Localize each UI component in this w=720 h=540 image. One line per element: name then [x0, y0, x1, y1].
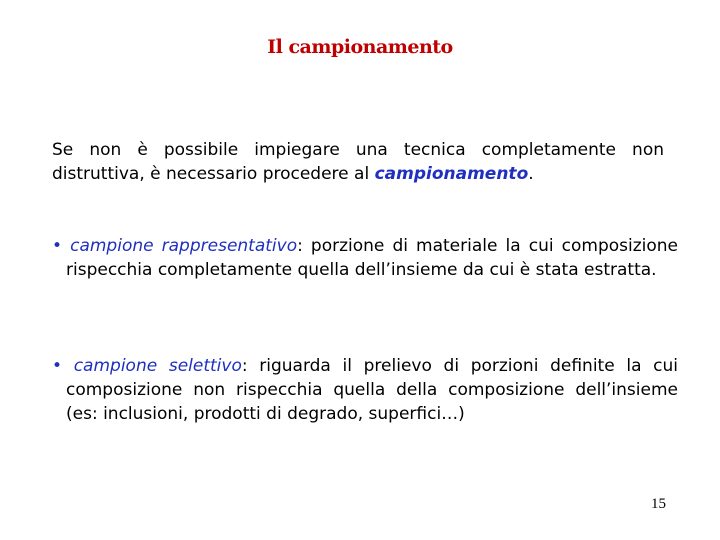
bullet-icon: • [52, 236, 63, 256]
bullet-term: campione selettivo [73, 356, 242, 376]
intro-period: . [528, 164, 534, 184]
bullet-text: : porzione di materiale la cui composizione rispecchia completamente quella dell’insieme da cui è stata estratta. [66, 236, 679, 280]
slide-title: Il campionamento [267, 36, 453, 58]
page-number: 15 [651, 496, 666, 512]
bullet-item-selettivo [52, 354, 678, 426]
bullet-item-rappresentativo [52, 234, 678, 282]
intro-paragraph [52, 138, 664, 186]
intro-text: Se non è possibile impiegare una tecnica completamente non distruttiva, è necessario procedere al [52, 140, 664, 184]
bullet-icon: • [52, 356, 63, 376]
bullet-text: : riguarda il prelievo di porzioni definite la cui composizione non rispecchia quella della composizione dell’insieme (es: inclusioni, prodotti di degrado, superfici…) [66, 356, 678, 424]
bullet-term: campione rappresentativo [70, 236, 298, 256]
intro-term: campionamento [374, 164, 529, 184]
